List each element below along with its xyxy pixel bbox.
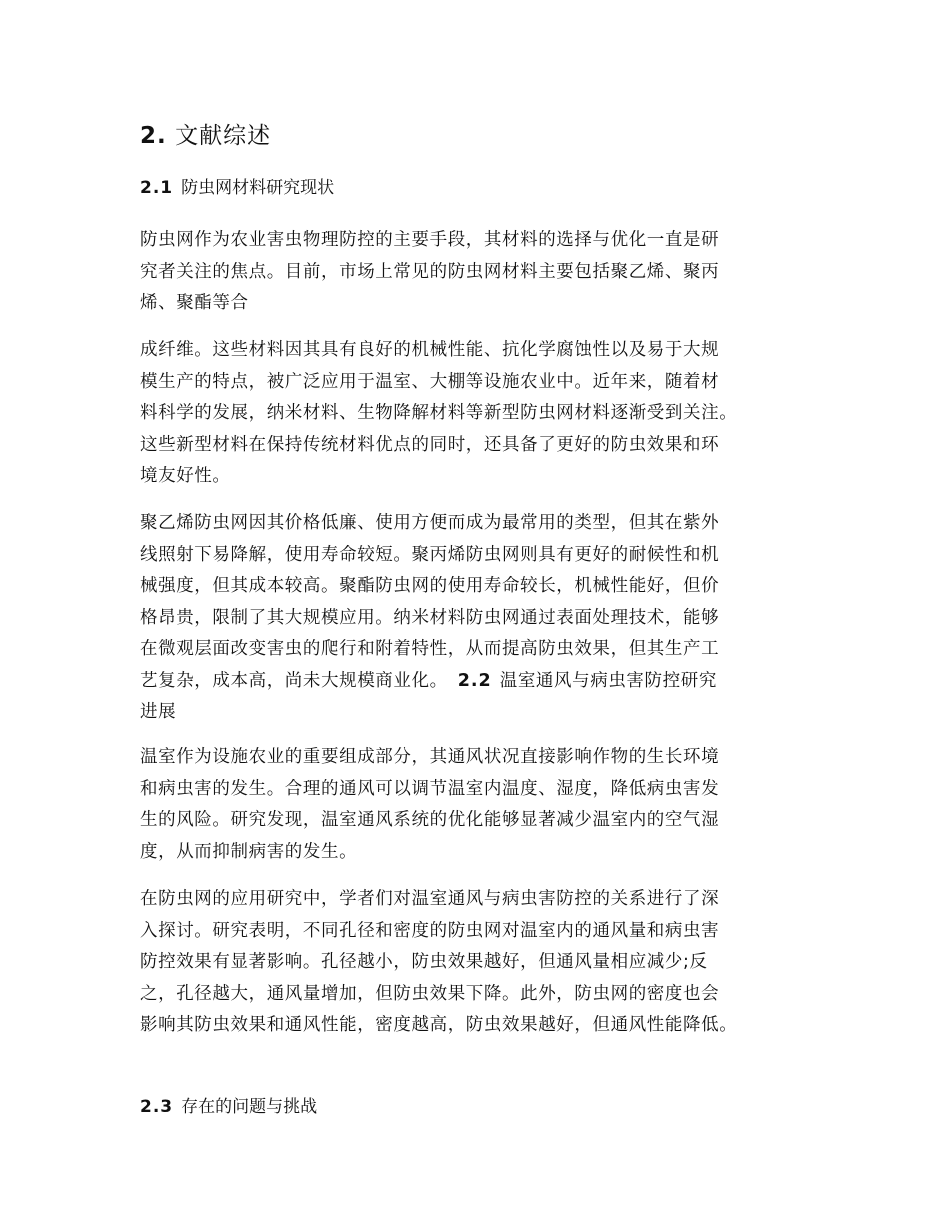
paragraph-line: 在防虫网的应用研究中，学者们对温室通风与病虫害防控的关系进行了深 [140,889,720,909]
section-number: 2.3 [140,1097,174,1117]
paragraph-line: 之，孔径越大，通风量增加，但防虫效果下降。此外，防虫网的密度也会 [140,983,720,1004]
paragraph-line: 模生产的特点，被广泛应用于温室、大棚等设施农业中。近年来，随着材 [140,371,720,392]
section-2-1-heading [140,175,334,201]
section-title: 防虫网材料研究现状 [181,178,335,198]
section-title: 文献综述 [175,123,272,149]
section-title: 存在的问题与挑战 [181,1097,318,1117]
section-2-2-title-continuation: 进展 [140,702,177,722]
paragraph-line: 究者关注的焦点。目前，市场上常见的防虫网材料主要包括聚乙烯、聚丙 [140,261,720,282]
paragraph-line: 和病虫害的发生。合理的通风可以调节温室内温度、湿度，降低病虫害发 [140,778,720,799]
paragraph-line: 在微观层面改变害虫的爬行和附着特性，从而提高防虫效果，但其生产工 [140,639,720,659]
paragraph-line: 格昂贵，限制了其大规模应用。纳米材料防虫网通过表面处理技术，能够 [140,607,720,628]
paragraph-line: 线照射下易降解，使用寿命较短。聚丙烯防虫网则具有更好的耐候性和机 [140,544,720,565]
section-number: 2.1 [140,178,174,198]
paragraph-1 [140,225,719,320]
paragraph-line: 成纤维。这些材料因其具有良好的机械性能、抗化学腐蚀性以及易于大规 [140,340,720,360]
paragraph-line: 境友好性。 [140,466,231,486]
paragraph-line: 生的风险。研究发现，温室通风系统的优化能够显著减少温室内的空气湿 [140,810,720,830]
section-2-heading [140,119,271,153]
paragraph-2 [140,335,737,493]
section-2-3-heading [140,1094,317,1120]
paragraph-line-with-inline-heading [140,666,719,698]
paragraph-line: 聚乙烯防虫网因其价格低廉、使用方便而成为最常用的类型，但其在紫外 [140,513,720,533]
section-number: 2. [140,123,167,149]
section-2-2-number: 2.2 [457,670,492,691]
paragraph-line: 影响其防虫效果和通风性能，密度越高，防虫效果越好，但通风性能降低。 [140,1015,738,1035]
paragraph-3 [140,508,719,729]
paragraph-line: 烯、聚酯等合 [140,293,249,313]
paragraph-5 [140,884,737,1042]
paragraph-line: 料科学的发展，纳米材料、生物降解材料等新型防虫网材料逐渐受到关注。 [140,403,738,423]
paragraph-line: 防虫网作为农业害虫物理防控的主要手段，其材料的选择与优化一直是研 [140,230,720,250]
paragraph-line: 度，从而抑制病害的发生。 [140,841,358,862]
paragraph-line: 械强度，但其成本较高。聚酯防虫网的使用寿命较长，机械性能好，但价 [140,576,720,596]
paragraph-line: 防控效果有显著影响。孔径越小，防虫效果越好，但通风量相应减少;反 [140,952,708,972]
section-2-2-title: 温室通风与病虫害防控研究 [499,670,717,691]
paragraph-line: 温室作为设施农业的重要组成部分，其通风状况直接影响作物的生长环境 [140,747,720,767]
paragraph-line: 入探讨。研究表明，不同孔径和密度的防虫网对温室内的通风量和病虫害 [140,920,720,941]
paragraph-line: 这些新型材料在保持传统材料优点的同时，还具备了更好的防虫效果和环 [140,434,720,455]
paragraph-4 [140,742,719,868]
paragraph-text: 艺复杂，成本高，尚未大规模商业化。 [140,670,448,691]
